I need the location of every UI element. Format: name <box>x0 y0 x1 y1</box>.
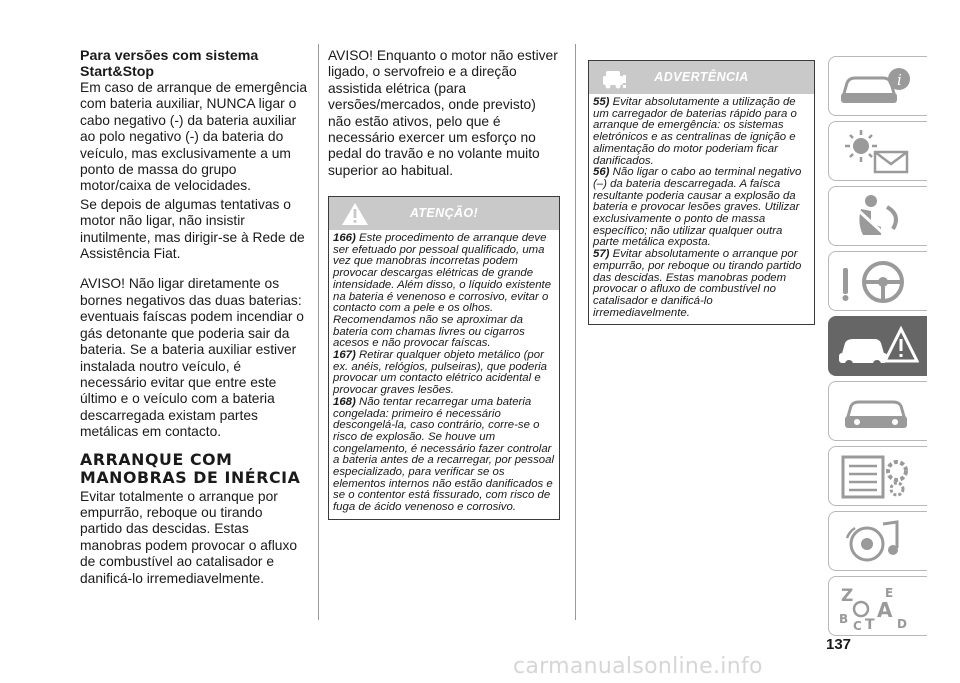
technical-data-icon <box>837 453 919 501</box>
item-number: 166) <box>333 232 356 244</box>
column-divider <box>318 44 319 620</box>
column-middle <box>328 48 562 179</box>
item-text: Retirar qualquer objeto metálico (por ex. anéis, relógios, pulseiras), que poderia provocar um contacto elétrico acidental e provocar graves lesões. <box>333 349 548 397</box>
index-letter: E <box>885 586 894 600</box>
index-letter: C <box>853 619 862 631</box>
paragraph: AVISO! Não ligar diretamente os bornes negativos das duas baterias: eventuais faíscas podem incendiar o gás detonante que poderia sair da bateria. Se a bateria auxiliar estiver instalada noutro veículo, é necessário evitar que entre este último e o veículo com a bateria descarregada existam partes metálicas em contacto. <box>80 276 304 440</box>
car-service-icon <box>837 388 919 436</box>
tab-emergency[interactable] <box>828 316 927 376</box>
paragraph: Se depois de algumas tentativas o motor não ligar, não insistir inutilmente, mas dirigir-se à Rede de Assistência Fiat. <box>80 196 305 262</box>
footer-watermark: carmanualsonline.info <box>513 654 763 679</box>
index-letter: A <box>877 598 893 622</box>
car-info-icon <box>837 63 919 111</box>
tab-car-info[interactable] <box>828 56 927 116</box>
warning-box-body <box>589 94 814 324</box>
tab-steering-wheel[interactable] <box>828 251 927 311</box>
svg-text:i: i <box>897 71 902 89</box>
attention-box-body <box>329 230 559 519</box>
emergency-icon <box>837 323 919 371</box>
attention-box-header <box>329 197 559 230</box>
paragraph: AVISO! Enquanto o motor não estiver ligado, o servofreio e a direção assistida elétrica (para versões/mercados, onde previsto) não estão ativos, pelo que é necessário exercer um esforço no pedal do travão e no volante muito superior ao habitual. <box>328 48 558 178</box>
paragraph: Em caso de arranque de emergência com bateria auxiliar, NUNCA ligar o cabo negativo (-) da bateria auxiliar ao polo negativo (-) da bateria do veículo, mas exclusivamente a um ponto de massa do grupo motor/caixa de velocidades. <box>80 80 308 194</box>
index-letter: Z <box>841 586 854 606</box>
item-text: Não ligar o cabo ao terminal negativo (–) da bateria descarregada. A faísca resultante poderia causar a explosão da bateria e provocar lesões graves. Utilizar exclusivamente o ponto de massa específico; não utilizar qualquer outra parte metálica exposta. <box>593 166 802 249</box>
attention-box-title: ATENÇÃO! <box>409 206 479 220</box>
warning-box <box>588 60 815 325</box>
index-letter: T <box>865 617 875 631</box>
list-item <box>593 249 810 319</box>
item-text: Este procedimento de arranque deve ser efetuado por pessoal qualificado, uma vez que manobras incorretas podem provocar descargas elétricas de grande intensidade. Além disso, o líquido existente na bateria é venenoso e corrosivo, evitar o contacto com a pele e os olhos. Recomendamos não se aproximar da bateria com chamas livres ou cigarros acesos e não provocar faíscas. <box>333 232 552 350</box>
item-number: 56) <box>593 166 610 179</box>
attention-box <box>328 196 560 520</box>
list-item <box>333 350 555 397</box>
multimedia-icon <box>837 518 919 566</box>
item-text: Evitar absolutamente o arranque por empurrão, por reboque ou tirando partido das descidas. Estas manobras podem provocar o afluxo de combustível no catalisador e danificá-lo irremediavelmente. <box>593 248 802 319</box>
section-subheading: Para versões com sistema Start&Stop <box>80 48 259 80</box>
tab-car-service[interactable] <box>828 381 927 441</box>
item-number: 168) <box>333 395 356 408</box>
seat-safety-icon <box>837 193 919 241</box>
list-item <box>333 397 555 514</box>
index-letter: B <box>839 612 849 626</box>
warning-box-header <box>589 61 814 94</box>
item-number: 167) <box>333 349 356 362</box>
warning-box-title: ADVERTÊNCIA <box>654 70 749 84</box>
item-number: 55) <box>593 96 610 108</box>
column-left <box>80 48 308 587</box>
item-number: 57) <box>593 248 610 261</box>
item-text: Não tentar recarregar uma bateria congelada: primeiro é necessário descongelá-la, caso contrário, corre-se o risco de explosão. Se houve um congelamento, é necessário fazer controlar a bateria antes de a recarregar, por pessoal especializado, para verificar se os elementos internos não estão danificados e se o contentor está fissurado, com risco de fuga de ácido venenoso e corrosivo. <box>333 395 554 514</box>
paragraph: Evitar totalmente o arranque por empurrão, reboque ou tirando partido das descidas. Estas manobras podem provocar o afluxo de combustível ao catalisador e danificá-lo irremediavelmente. <box>80 488 298 586</box>
tab-multimedia[interactable] <box>828 511 927 571</box>
tab-seat-safety[interactable] <box>828 186 927 246</box>
section-heading: ARRANQUE COM MANOBRAS DE INÉRCIA <box>80 449 301 487</box>
steering-wheel-icon <box>837 258 919 306</box>
list-item <box>333 233 555 350</box>
tab-index[interactable] <box>828 576 927 636</box>
list-item <box>593 167 810 249</box>
index-icon <box>837 583 919 631</box>
list-item <box>593 97 810 167</box>
tab-technical-data[interactable] <box>828 446 927 506</box>
warning-lights-icon <box>837 128 919 176</box>
page-number: 137 <box>826 636 852 653</box>
column-divider <box>575 44 576 620</box>
tab-warning-lights[interactable] <box>828 121 927 181</box>
chapter-tabs <box>828 56 928 641</box>
item-text: Evitar absolutamente a utilização de um carregador de baterias rápido para o arranque de emergência: os sistemas eletrónicos e as centralinas de ignição e alimentação do motor poderiam ficar danificados. <box>593 96 797 167</box>
index-letter: D <box>897 617 907 631</box>
